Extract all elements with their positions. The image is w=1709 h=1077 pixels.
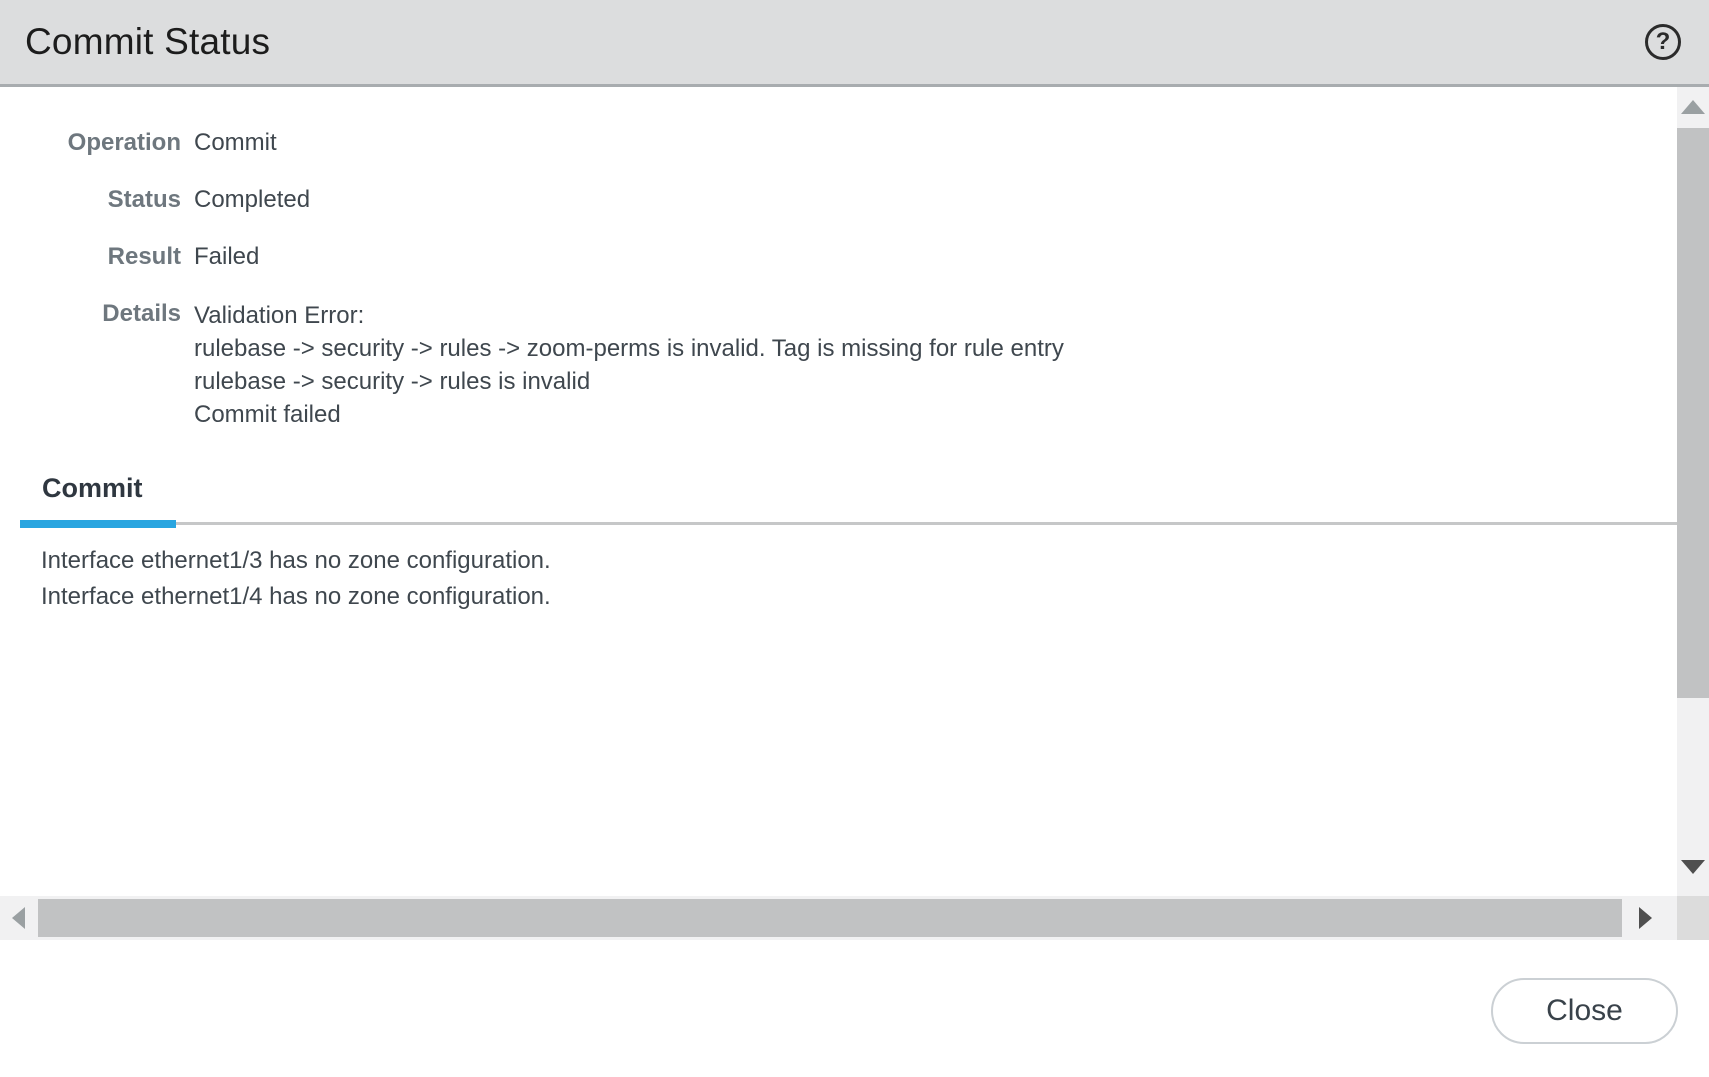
vertical-scrollbar[interactable] xyxy=(1677,87,1709,896)
scroll-down-icon xyxy=(1681,860,1705,874)
log-line: Interface ethernet1/3 has no zone configuration. xyxy=(41,547,551,574)
commit-log xyxy=(0,543,1677,615)
field-value-status: Completed xyxy=(194,186,311,213)
field-row-status xyxy=(0,185,1677,215)
details-line: Validation Error: xyxy=(194,302,365,329)
help-icon[interactable]: ? xyxy=(1645,24,1681,60)
scroll-right-icon xyxy=(1639,907,1652,929)
details-line: rulebase -> security -> rules -> zoom-perms is invalid. Tag is missing for rule entry xyxy=(194,335,1064,362)
scroll-up-button[interactable] xyxy=(1677,87,1709,127)
field-label-result: Result xyxy=(107,243,181,270)
vertical-scrollbar-thumb[interactable] xyxy=(1677,128,1709,698)
field-label-operation: Operation xyxy=(67,129,181,156)
horizontal-scrollbar-thumb[interactable] xyxy=(38,899,1622,937)
dialog-footer xyxy=(0,940,1709,1077)
field-row-result xyxy=(0,242,1677,272)
tab-rule xyxy=(0,520,1677,528)
tab-active-indicator xyxy=(20,520,176,528)
dialog-title: Commit Status xyxy=(25,21,271,62)
field-value-details xyxy=(194,299,1064,431)
scrollbar-corner xyxy=(1677,896,1709,940)
tab-rule-line xyxy=(20,522,1677,525)
field-row-details xyxy=(0,299,1677,431)
tab-commit[interactable]: Commit xyxy=(42,473,143,503)
commit-status-content xyxy=(0,90,1677,896)
dialog-header xyxy=(0,0,1709,87)
scroll-down-button[interactable] xyxy=(1677,852,1709,882)
field-value-operation: Commit xyxy=(194,129,277,156)
details-line: rulebase -> security -> rules is invalid xyxy=(194,368,591,395)
details-line: Commit failed xyxy=(194,401,341,428)
close-button[interactable]: Close xyxy=(1491,978,1678,1044)
scroll-up-icon xyxy=(1681,100,1705,114)
scroll-right-button[interactable] xyxy=(1627,896,1663,940)
log-line: Interface ethernet1/4 has no zone configuration. xyxy=(41,583,551,610)
field-value-result: Failed xyxy=(194,243,260,270)
horizontal-scrollbar[interactable] xyxy=(0,896,1677,940)
field-label-details: Details xyxy=(102,300,181,327)
field-label-status: Status xyxy=(107,186,181,213)
scroll-left-button[interactable] xyxy=(0,896,37,940)
scroll-left-icon xyxy=(12,907,25,929)
field-row-operation xyxy=(0,128,1677,158)
tab-bar xyxy=(0,473,1677,503)
